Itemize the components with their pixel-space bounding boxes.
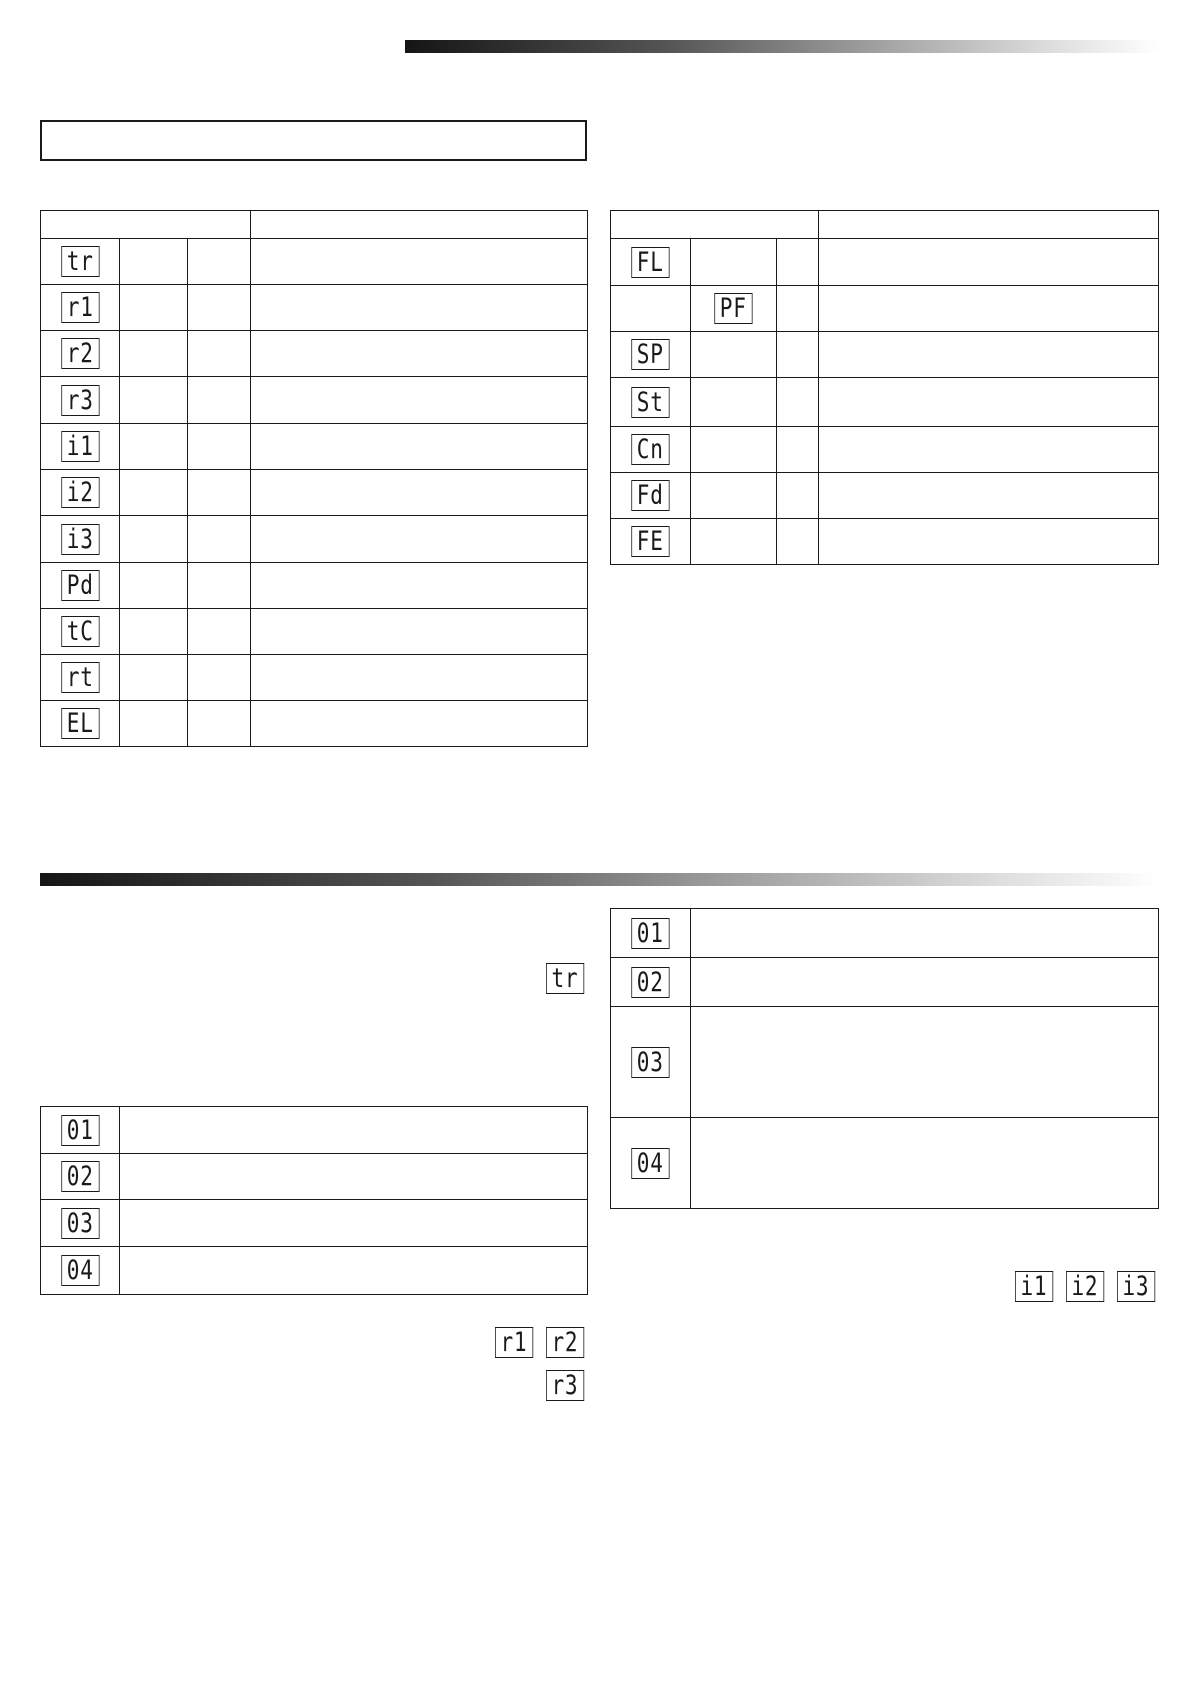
option-code-02-right: 02 bbox=[632, 967, 670, 998]
table-row bbox=[41, 1107, 588, 1154]
option-code-03: 03 bbox=[61, 1208, 99, 1239]
display-code-sp: SP bbox=[632, 339, 670, 370]
inline-display-code-r1: r1 bbox=[495, 1327, 533, 1358]
option-code-01-right: 01 bbox=[632, 918, 670, 949]
table-row bbox=[41, 1247, 588, 1295]
display-code-cn: Cn bbox=[632, 434, 670, 465]
table-row bbox=[611, 473, 1159, 519]
display-code-i2: i2 bbox=[61, 477, 99, 508]
table-row bbox=[41, 701, 588, 747]
header-gradient-bar bbox=[405, 40, 1160, 53]
table-row bbox=[41, 285, 588, 331]
table-row bbox=[41, 424, 588, 470]
inline-code-r3-wrap bbox=[546, 1370, 595, 1401]
option-code-04-right: 04 bbox=[632, 1148, 670, 1179]
inline-code-i3-wrap bbox=[1117, 1271, 1166, 1302]
table-row bbox=[611, 519, 1159, 565]
display-code-rt: rt bbox=[61, 662, 99, 693]
tr-options-table bbox=[40, 1106, 588, 1295]
display-code-el: EL bbox=[61, 708, 99, 739]
display-code-r1: r1 bbox=[61, 292, 99, 323]
table-row bbox=[41, 377, 588, 424]
table-row bbox=[611, 286, 1159, 332]
inline-code-tr-wrap bbox=[546, 963, 595, 994]
table-row bbox=[41, 1200, 588, 1247]
display-code-i1: i1 bbox=[61, 431, 99, 462]
display-code-pf: PF bbox=[715, 293, 753, 324]
section-gradient-bar bbox=[40, 873, 1160, 886]
table-row bbox=[41, 563, 588, 609]
option-code-02: 02 bbox=[61, 1161, 99, 1192]
display-code-tr: tr bbox=[61, 246, 99, 277]
display-code-fe: FE bbox=[632, 526, 670, 557]
display-code-fd: Fd bbox=[632, 480, 670, 511]
table-row bbox=[41, 1154, 588, 1200]
table-row bbox=[611, 427, 1159, 473]
inline-code-r2-wrap bbox=[546, 1327, 595, 1358]
display-code-pd: Pd bbox=[61, 570, 99, 601]
display-code-i3: i3 bbox=[61, 524, 99, 555]
display-code-r2: r2 bbox=[61, 338, 99, 369]
option-code-03-right: 03 bbox=[632, 1047, 670, 1078]
table-row bbox=[611, 1007, 1159, 1118]
table-row bbox=[41, 470, 588, 516]
table-row bbox=[41, 516, 588, 563]
inline-display-code-i2: i2 bbox=[1066, 1271, 1104, 1302]
option-code-04: 04 bbox=[61, 1255, 99, 1286]
table-header-row bbox=[611, 211, 1159, 239]
display-code-fl: FL bbox=[632, 247, 670, 278]
options-table-right bbox=[610, 908, 1159, 1209]
display-code-r3: r3 bbox=[61, 385, 99, 416]
inline-display-code-i3: i3 bbox=[1117, 1271, 1155, 1302]
inline-code-r1-wrap bbox=[495, 1327, 544, 1358]
display-code-st: St bbox=[632, 387, 670, 418]
table-row bbox=[41, 331, 588, 377]
inline-display-code-tr: tr bbox=[546, 963, 584, 994]
parameter-table-left bbox=[40, 210, 588, 747]
table-row bbox=[41, 239, 588, 285]
inline-code-i2-wrap bbox=[1066, 1271, 1115, 1302]
table-row bbox=[611, 958, 1159, 1007]
table-row bbox=[611, 239, 1159, 286]
parameter-table-right bbox=[610, 210, 1159, 565]
inline-display-code-r3: r3 bbox=[546, 1370, 584, 1401]
inline-code-i1-wrap bbox=[1015, 1271, 1064, 1302]
section-title-box bbox=[40, 120, 587, 161]
display-code-tc: tC bbox=[61, 616, 99, 647]
table-row bbox=[611, 332, 1159, 378]
inline-display-code-i1: i1 bbox=[1015, 1271, 1053, 1302]
inline-display-code-r2: r2 bbox=[546, 1327, 584, 1358]
option-code-01: 01 bbox=[61, 1115, 99, 1146]
table-row bbox=[611, 909, 1159, 958]
table-header-row bbox=[41, 211, 588, 239]
table-row bbox=[611, 1118, 1159, 1209]
table-row bbox=[41, 609, 588, 655]
table-row bbox=[41, 655, 588, 701]
table-row bbox=[611, 378, 1159, 427]
